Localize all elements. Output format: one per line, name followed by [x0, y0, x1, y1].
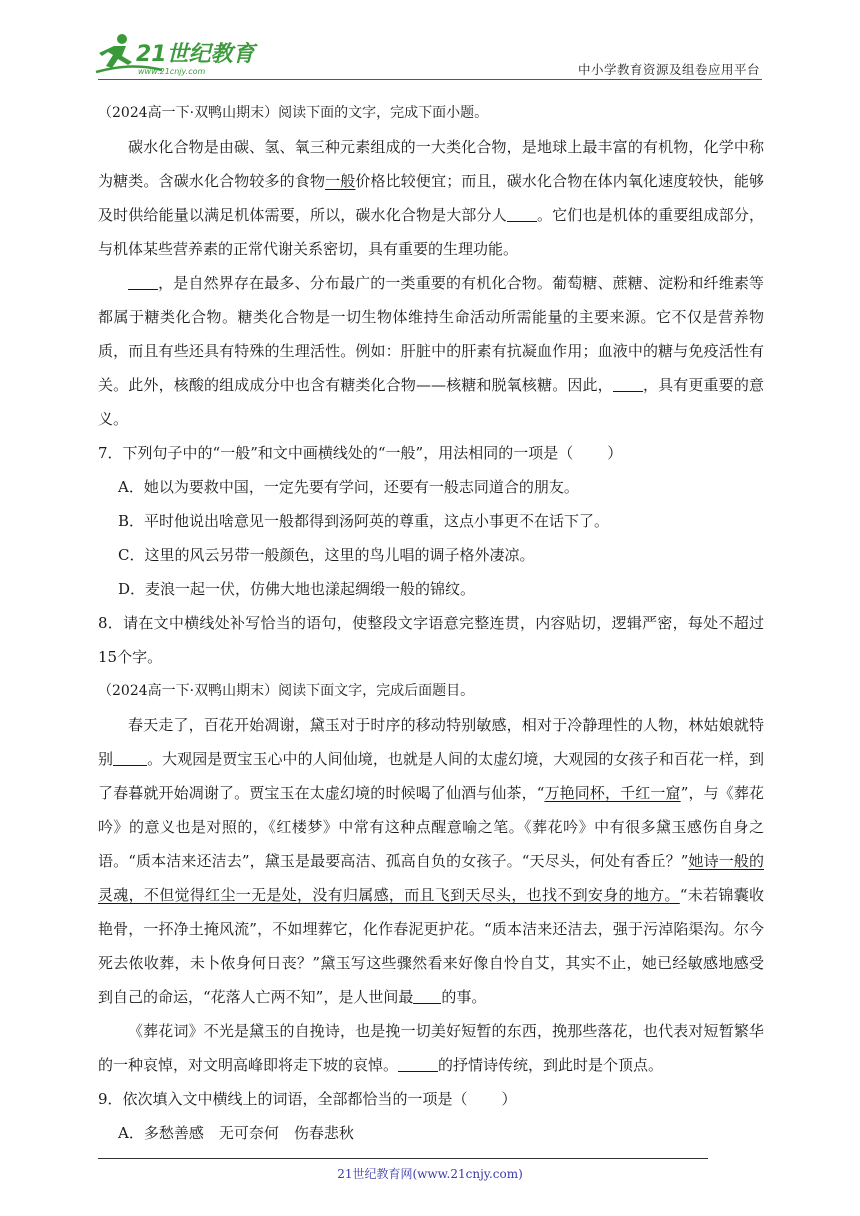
blank [613, 375, 643, 392]
source-line-1: （2024高一下·双鸭山期末）阅读下面的文字，完成下面小题。 [98, 105, 489, 121]
blank [413, 987, 441, 1004]
passage1-paragraph2: ，是自然界存在最多、分布最广的一类重要的有机化合物。葡萄糖、蔗糖、淀粉和纤维素等都属于糖类化合物。糖类化合物是一切生物体维持生命活动所需能量的主要来源。它不仅是营养物质，而且有些还具有特殊的生理活性。例如：肝脏中的肝素有抗凝血作用；血液中的糖与免疫活性有关。此外，核酸的组成成分中也含有糖类化合物——核糖和脱氧核糖。因此， ，具有更重要的意义。 [98, 274, 764, 428]
underlined-phrase: 万艳同杯，千红一窟 [544, 784, 681, 802]
page-header [0, 0, 860, 82]
document-body [98, 96, 764, 1150]
question-7: 7．下列句子中的“一般”和文中画横线处的“一般”，用法相同的一项是（ ） [98, 444, 623, 462]
passage1-paragraph1: 碳水化合物是由碳、氢、氧三种元素组成的一大类化合物，是地球上最丰富的有机物，化学中称为糖类。含碳水化合物较多的食物一般价格比较便宜；而且，碳水化合物在体内氧化速度较快，能够及时供给能量以满足机体需要，所以，碳水化合物是大部分人 。它们也是机体的重要组成部分，与机体某些营养素的正常代谢关系密切，具有重要的生理功能。 [98, 138, 764, 258]
q7-option-d: D．麦浪一起一伏，仿佛大地也漾起绸缎一般的锦纹。 [118, 580, 476, 598]
logo [92, 32, 262, 78]
q7-option-a: A．她以为要救中国，一定先要有学问，还要有一般志同道合的朋友。 [118, 478, 579, 496]
question-8: 8．请在文中横线处补写恰当的语句，使整段文字语意完整连贯，内容贴切，逻辑严密，每处不超过15个字。 [98, 614, 764, 666]
q9-option-a: A．多愁善感 无可奈何 伤春悲秋 [118, 1124, 354, 1142]
svg-text:21世纪教育: 21世纪教育 [136, 42, 255, 67]
svg-text:www.21cnjy.com: www.21cnjy.com [138, 67, 206, 76]
q7-option-b: B．平时他说出啥意见一般都得到汤阿英的尊重，这点小事更不在话下了。 [118, 512, 610, 530]
header-divider [98, 79, 762, 80]
underlined-sentence: 她诗一般的灵魂，不但觉得红尘一无是处，没有归属感，而且飞到天尽头，也找不到安身的地方。 [98, 852, 764, 904]
blank [113, 749, 147, 766]
blank [398, 1055, 438, 1072]
passage2-paragraph2: 《葬花词》不光是黛玉的自挽诗，也是挽一切美好短暂的东西，挽那些落花，也代表对短暂繁华的一种哀悼，对文明高峰即将走下坡的哀悼。 的抒情诗传统，到此时是个顶点。 [98, 1022, 764, 1074]
blank [128, 273, 158, 290]
source-line-2: （2024高一下·双鸭山期末）阅读下面文字，完成后面题目。 [98, 683, 475, 699]
underlined-word: 一般 [325, 172, 356, 190]
runner-icon [92, 32, 262, 78]
passage2-paragraph1: 春天走了，百花开始凋谢，黛玉对于时序的移动特别敏感，相对于冷静理性的人物，林姑娘就特别 。大观园是贾宝玉心中的人间仙境，也就是人间的太虚幻境，大观园的女孩子和百花一样，到了春暮就开始凋谢了。贾宝玉在太虚幻境的时候喝了仙酒与仙茶，“万艳同杯，千红一窟”，与《葬花吟》的意义也是对照的，《红楼梦》中常有这种点醒意喻之笔。《葬花吟》中有很多黛玉感伤自身之语。“质本洁来还洁去”，黛玉是最要高洁、孤高自负的女孩子。“天尽头，何处有香丘？”她诗一般的灵魂，不但觉得红尘一无是处，没有归属感，而且飞到天尽头，也找不到安身的地方。“未若锦囊收艳骨，一抔净土掩风流”，不如埋葬它，化作春泥更护花。“质本洁来还洁去，强于污淖陷渠沟。尔今死去侬收葬，未卜侬身何日丧？”黛玉写这些骤然看来好像自怜自艾，其实不止，她已经敏感地感受到自己的命运，“花落人亡两不知”，是人世间最 的事。 [98, 716, 764, 1006]
footer-divider [98, 1158, 708, 1159]
question-9: 9．依次填入文中横线上的词语，全部都恰当的一项是（ ） [98, 1090, 517, 1108]
platform-name: 中小学教育资源及组卷应用平台 [577, 62, 760, 77]
footer-text[interactable]: 21世纪教育网(www.21cnjy.com) [337, 1167, 523, 1181]
q7-option-c: C．这里的风云另带一般颜色，这里的鸟儿唱的调子格外凄凉。 [118, 546, 535, 564]
blank [507, 205, 537, 222]
